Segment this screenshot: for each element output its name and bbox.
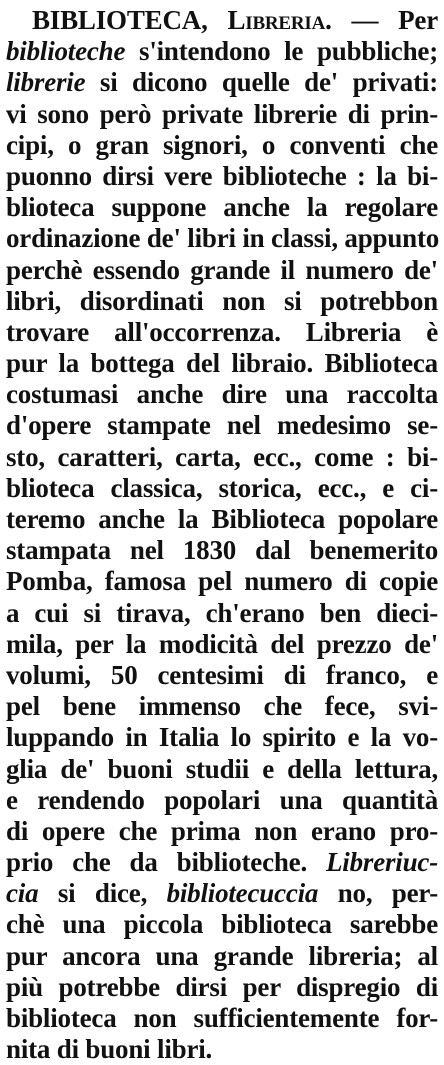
text-line xyxy=(6,410,438,441)
dictionary-entry-biblioteca xyxy=(6,5,438,1065)
text-segment: prio che da biblioteche. xyxy=(6,847,326,878)
text-segment: biblioteca non sufficientemente for- xyxy=(6,1003,438,1033)
text-line xyxy=(6,286,438,317)
text-segment: a cui si tirava, ch'erano ben dieci- xyxy=(6,597,438,628)
text-line xyxy=(6,99,438,130)
text-segment: libri, disordinati non si potrebbon xyxy=(6,285,438,316)
text-segment: cipi, o gran signori, o conventi che xyxy=(6,129,438,160)
text-line xyxy=(6,566,438,597)
text-line xyxy=(6,161,438,192)
italic-term: Libreriuc- xyxy=(326,847,438,878)
text-segment: no, per- xyxy=(318,878,438,909)
text-line xyxy=(6,941,438,972)
text-segment: di opere che prima non erano pro- xyxy=(6,815,438,846)
text-segment: si dicono quelle de' privati: xyxy=(85,67,438,98)
text-line xyxy=(6,473,438,504)
text-segment: chè una piccola biblioteca sarebbe xyxy=(6,909,438,940)
text-line xyxy=(6,754,438,785)
text-segment: nita di buoni libri. xyxy=(6,1034,213,1065)
text-segment: pur la bottega del libraio. Biblioteca xyxy=(6,348,438,379)
text-segment: pel bene immenso che fece, svi- xyxy=(6,691,438,722)
text-line xyxy=(6,660,438,691)
text-segment: costumasi anche dire una raccolta xyxy=(6,379,438,410)
text-line xyxy=(6,348,438,379)
italic-term: biblioteche xyxy=(6,36,126,67)
text-line xyxy=(6,192,438,223)
text-line xyxy=(6,847,438,878)
text-segment: ordinazione de' libri in classi, appunto xyxy=(6,223,440,254)
text-line xyxy=(6,691,438,722)
text-segment: vi sono però private librerie di prin- xyxy=(6,98,438,129)
text-line xyxy=(6,67,438,98)
text-segment: si dice, xyxy=(38,878,167,909)
italic-term: bibliotecuccia xyxy=(166,878,319,909)
text-segment: volumi, 50 centesimi di franco, e xyxy=(6,659,438,690)
text-line xyxy=(6,5,438,36)
text-line xyxy=(6,223,438,254)
text-line xyxy=(6,1003,438,1034)
text-line xyxy=(6,1034,438,1065)
text-segment: blioteca classica, storica, ecc., e ci- xyxy=(6,472,438,503)
text-line xyxy=(6,816,438,847)
text-line xyxy=(6,130,438,161)
italic-term: librerie xyxy=(6,67,86,98)
text-line xyxy=(6,379,438,410)
text-segment: s'intendono le pubbliche; xyxy=(125,36,438,67)
text-segment: , xyxy=(201,5,228,35)
text-segment: trovare all'occorrenza. Libreria è xyxy=(6,316,438,347)
text-segment: Pomba, famosa pel numero di copie xyxy=(6,566,438,597)
text-line xyxy=(6,629,438,660)
text-line xyxy=(6,255,438,286)
text-line xyxy=(6,785,438,816)
text-line xyxy=(6,598,438,629)
text-line xyxy=(6,504,438,535)
text-line xyxy=(6,317,438,348)
text-segment: teremo anche la Biblioteca popolare xyxy=(6,504,438,534)
text-segment: glia de' buoni studii e della lettura, xyxy=(6,753,438,784)
text-line xyxy=(6,972,438,1003)
text-segment: pur ancora una grande libreria; al xyxy=(6,940,438,971)
text-segment: d'opere stampate nel medesimo se- xyxy=(6,410,438,441)
text-line xyxy=(6,535,438,566)
text-line xyxy=(6,442,438,473)
italic-term: cia xyxy=(6,878,39,909)
text-segment: luppando in Italia lo spirito e la vo- xyxy=(6,722,438,753)
headword: BIBLIOTECA xyxy=(32,5,202,35)
text-segment: sto, caratteri, carta, ecc., come : bi- xyxy=(6,441,438,472)
text-segment: mila, per la modicità del prezzo de' xyxy=(6,628,438,659)
text-segment: . — Per xyxy=(325,5,438,35)
text-line xyxy=(6,36,438,67)
text-line xyxy=(6,878,438,909)
smallcaps-term: Libreria xyxy=(227,5,326,35)
text-line xyxy=(6,722,438,753)
text-segment: perchè essendo grande il numero de' xyxy=(6,254,438,285)
text-line xyxy=(6,909,438,940)
text-segment: stampata nel 1830 dal benemerito xyxy=(6,535,438,566)
text-segment: più potrebbe dirsi per dispregio di xyxy=(6,971,438,1002)
text-segment: e rendendo popolari una quantità xyxy=(6,784,438,815)
text-segment: puonno dirsi vere biblioteche : la bi- xyxy=(6,160,438,191)
text-segment: blioteca suppone anche la regolare xyxy=(6,192,438,223)
